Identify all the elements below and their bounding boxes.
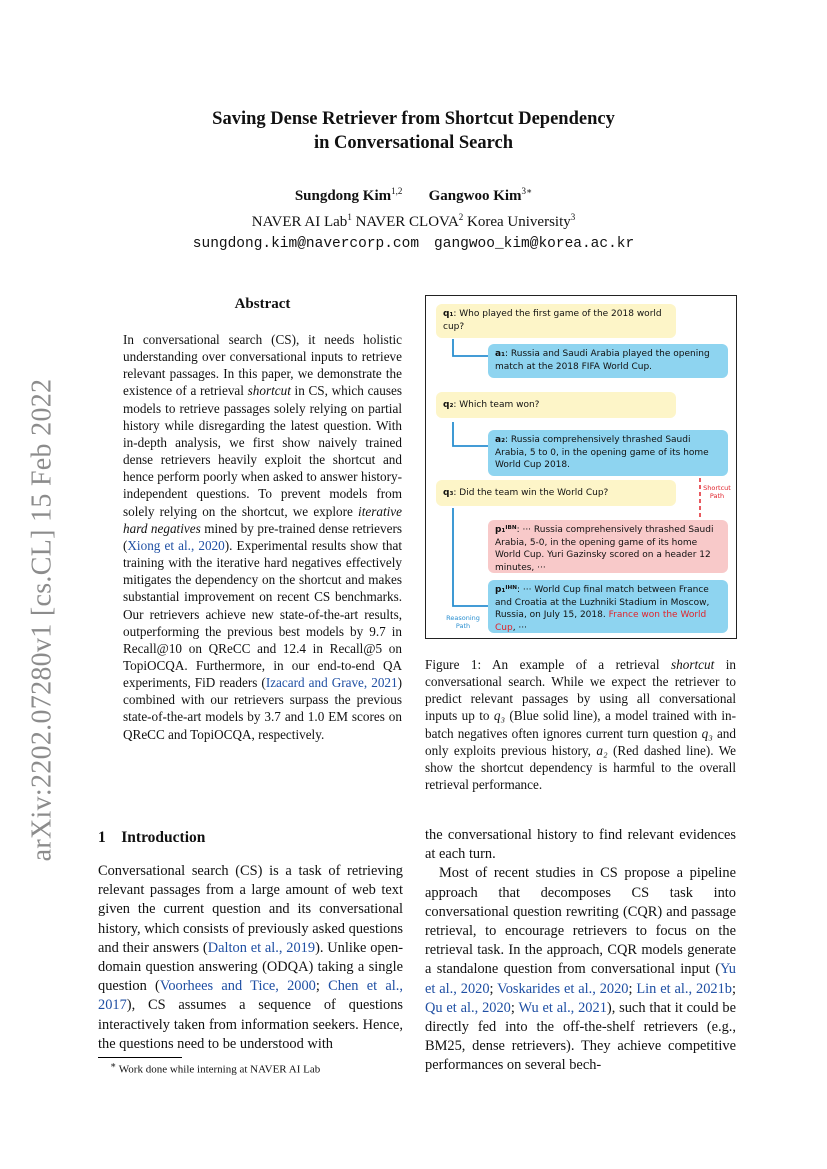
answer-1-bubble: a₁: Russia and Saudi Arabia played the opening match at the 2018 FIFA World Cup. <box>488 344 728 378</box>
section-heading: 1 Introduction <box>98 829 206 846</box>
positive-passage-bubble: p₁ᴵᴴᴺ: ··· World Cup final match between France and Croatia at the Luzhniki Stadium in Moscow, Russia, on July 15, 2018. France won the World Cup, ··· <box>488 580 728 633</box>
shortcut-path-label: Shortcut Path <box>703 484 731 500</box>
footnote-rule <box>98 1057 182 1058</box>
title-line-1: Saving Dense Retriever from Shortcut Dependency <box>212 109 615 129</box>
author-names: Sungdong Kim$^{1,2}$ Gangwoo Kim$^{3∗}$ <box>294 186 533 204</box>
reasoning-path-label: Reasoning Path <box>446 614 480 630</box>
author-2: Gangwoo Kim <box>428 188 522 204</box>
blue-path-line <box>453 422 488 446</box>
paper-title <box>0 107 827 155</box>
figure-1 <box>425 295 737 639</box>
abstract-heading: Abstract <box>234 296 291 312</box>
blue-path-line <box>453 339 488 356</box>
citation-link[interactable]: Yu et al., 2020 <box>425 961 736 997</box>
abstract-body: In conversational search (CS), it needs holistic understanding over conversational inputs to retrieve relevant passages. In this paper, we demonstrate the existence of a retrieval shortcut in CS, which causes models to retrieve passages solely relying on partial history while disregarding the latest question. With in-depth analysis, we first show naively trained dense retrievers heavily exploit the shortcut and hence perform poorly when asked to answer history-independent questions. To prevent models from solely relying on the shortcut, we explore iterative hard negatives mined by pre-trained dense retrievers (Xiong et al., 2020). Experimental results show that training with the iterative hard negatives effectively mitigates the dependency on the shortcut and makes substantial improvement on recent CS benchmarks. Our retrievers achieve new state-of-the-art results, outperforming the previous best models by 9.7 in Recall@10 on QReCC and 12.4 in Recall@5 on TopiOCQA. Furthermore, in our end-to-end QA experiments, FiD readers (Izacard and Grave, 2021) combined with our retrievers surpass the previous state-of-the-art models by 3.7 and 1.0 EM scores on QReCC and TopiOCQA, respectively. <box>123 332 403 742</box>
continuation-paragraph: the conversational history to find relevant evidences at each turn. <box>425 827 736 863</box>
affiliations: NAVER AI Lab$^1$ NAVER CLOVA$^2$ Korea University$^3$ <box>251 212 576 230</box>
answer-2-bubble: a₂: Russia comprehensively thrashed Saudi Arabia, 5 to 0, in the opening game of its home World Cup 2018. <box>488 430 728 476</box>
right-column-text <box>425 826 736 1076</box>
author-1: Sungdong Kim <box>294 188 392 204</box>
arxiv-stamp <box>22 360 62 880</box>
citation-link[interactable]: Lin et al., 2021b <box>636 980 732 997</box>
citation-link[interactable]: Wu et al., 2021 <box>518 999 607 1016</box>
arxiv-id: arXiv:2202.07280v1 [cs.CL] 15 Feb 2022 <box>26 378 57 862</box>
citation-link[interactable]: Chen et al., 2017 <box>98 978 403 1014</box>
citation-link[interactable]: Voskarides et al., 2020 <box>497 980 629 997</box>
pipeline-paragraph: Most of recent studies in CS propose a pipeline approach that decomposes CS task into conversational question rewriting (CQR) and passage retrieval, to encourage retrievers to focus on the retrieval task. In the approach, CQR models generate a standalone question from conversational input (Yu et al., 2020; Voskarides et al., 2020; Lin et al., 2021b; Qu et al., 2020; Wu et al., 2021), such that it could be directly fed into the off-the-shelf retrievers (e.g., BM25, dense retrievers). They achieve competitive performances on several bech- <box>425 865 736 1074</box>
citation-link[interactable]: Xiong et al., 2020 <box>127 537 225 553</box>
emails <box>0 233 827 255</box>
intro-paragraph: Conversational search (CS) is a task of retrieving relevant passages from a large amount of web text given the current question and its conversational history, which consists of previously asked questions and their answers (Dalton et al., 2019). Unlike open-domain question answering (ODQA) taking a single question (Voorhees and Tice, 2000; Chen et al., 2017), CS assumes a sequence of questions interactively taken from information seekers. Hence, the questions need to be understood with <box>98 863 403 1052</box>
question-2-bubble: q₂: Which team won? <box>436 392 676 418</box>
citation-link[interactable]: Qu et al., 2020 <box>425 999 511 1016</box>
question-1-bubble: q₁: Who played the first game of the 2018 world cup? <box>436 304 676 338</box>
email-2[interactable]: gangwoo_kim@korea.ac.kr <box>434 236 635 252</box>
citation-link[interactable]: Izacard and Grave, 2021 <box>265 675 398 691</box>
negative-passage-bubble: p₁ᴵᴮᴺ: ··· Russia comprehensively thrashed Saudi Arabia, 5-0, in the opening game of its home World Cup. Yuri Gazinsky scored on a header 12 minutes, ··· <box>488 520 728 573</box>
blue-path-line <box>453 508 488 606</box>
author-block <box>0 181 827 255</box>
footnote: ∗ Work done while interning at NAVER AI Lab <box>110 1060 321 1076</box>
citation-link[interactable]: Dalton et al., 2019 <box>207 939 316 956</box>
email-1[interactable]: sungdong.kim@navercorp.com <box>192 236 420 252</box>
figure-1-caption: Figure 1: An example of a retrieval shortcut in conversational search. While we expect the retriever to predict relevant passages by using all conversational inputs up to q₃ (Blue solid line), a model trained with in-batch negatives often ignores current turn question q₃ and only exploits previous history, a₂ (Red dashed line). We show the shortcut dependency is harmful to the overall retrieval performance. <box>425 657 737 793</box>
citation-link[interactable]: Voorhees and Tice, 2000 <box>159 978 316 995</box>
question-3-bubble: q₃: Did the team win the World Cup? <box>436 480 676 506</box>
title-line-2: in Conversational Search <box>313 133 514 153</box>
